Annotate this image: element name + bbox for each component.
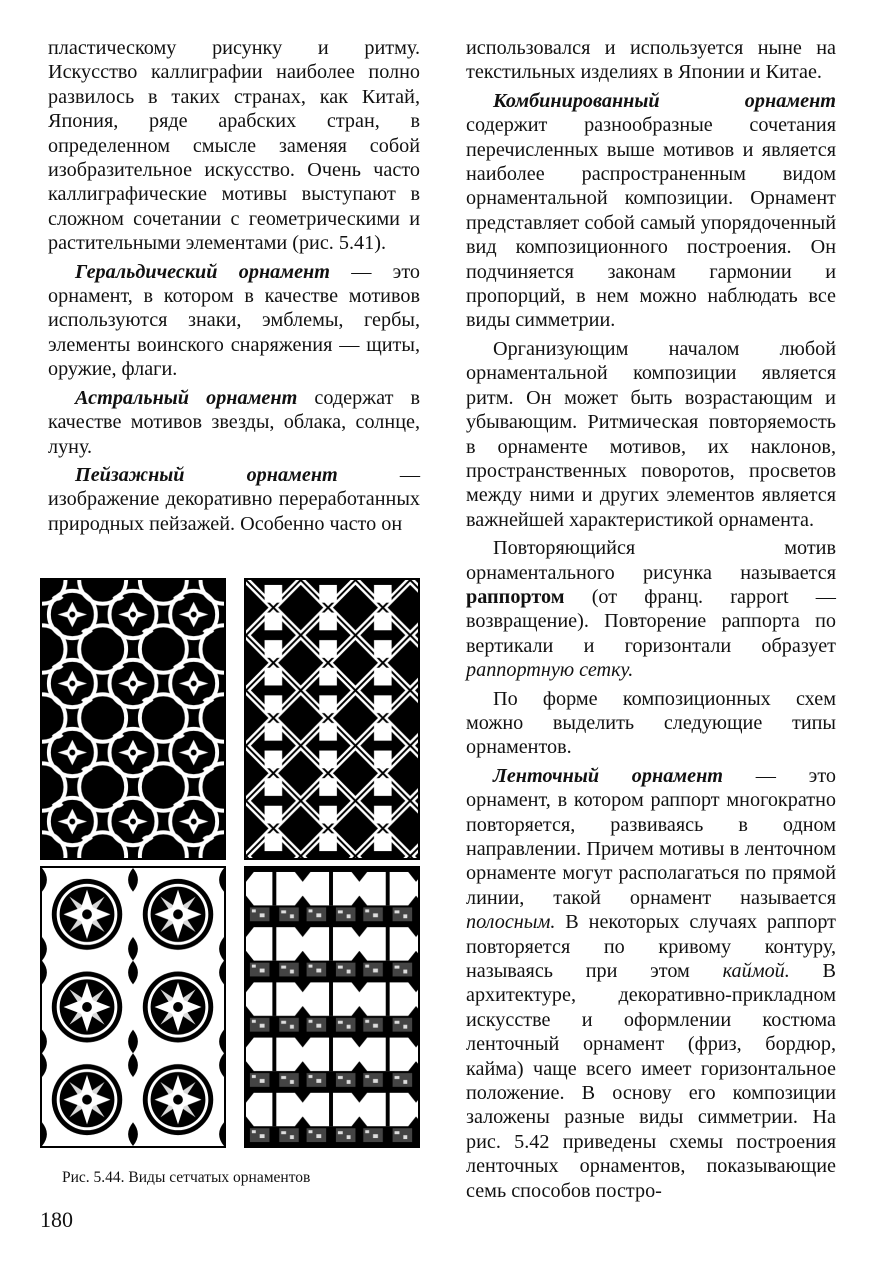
- figure-caption: Рис. 5.44. Виды сетчатых орнаментов: [62, 1169, 311, 1186]
- figure-mesh-ornaments: [40, 578, 414, 1146]
- term-rapport: раппортом: [466, 585, 565, 608]
- diamond-lattice-ornament-image: [244, 578, 420, 860]
- paragraph-ribbon: Ленточный орнамент — это орнамент, в котором раппорт многократно повторяется, развиваясь в одном направлении. Причем мотивы в ленточном орнаменте могут располагаться по прямой линии, такой орнамент называется полосным. В некоторых случаях раппорт повторяется по кривому контуру, называясь при этом каймой. В архитектуре, декоративно-прикладном искусстве и оформлении костюма ленточный орнамент (фриз, бордюр, кайма) чаще всего имеет горизонтальное положение. В основу его композиции заложены разные виды симметрии. На рис. 5.42 приведены схемы построения ленточных орнаментов, показывающие семь способов постро-: [466, 764, 837, 1202]
- paragraph-heraldic: Геральдический орнамент — это орнамент, в котором в качестве мотивов используются знаки, эмблемы, гербы, элементы воинского снаряжения — щиты, оружие, флаги.: [48, 260, 420, 381]
- paragraph-continuation: использовался и используется ныне на текстильных изделиях в Японии и Китае.: [466, 37, 836, 84]
- term-strip: полосным.: [466, 911, 556, 934]
- term-rapport-grid: раппортную сетку.: [466, 659, 634, 682]
- left-text-column: [48, 36, 420, 540]
- paragraph-rapport: Повторяющийся мотив орнаментального рисунка называется раппортом (от франц. rapport — возвращение). Повторение раппорта по вертикали и горизонтали образует раппортную сетку.: [466, 537, 836, 682]
- hexagon-ornament-image: [244, 866, 420, 1148]
- term-landscape: Пейзажный орнамент: [75, 463, 338, 486]
- right-text-column: [466, 36, 836, 1207]
- term-border: каймой.: [722, 960, 790, 983]
- floral-ornament-image: [40, 578, 226, 860]
- paragraph-astral: Астральный орнамент содержат в качестве мотивов звезды, облака, солнце, луну.: [48, 386, 420, 458]
- paragraph-calligraphy: пластическому рисунку и ритму. Искусство каллиграфии наиболее полно развилось в таких странах, как Китай, Япония, ряде арабских стран, в определенном смысле заменяя собой изобразительное искусство. Очень часто каллиграфические мотивы выступают в сложном сочетании с геометрическими и растительными элементами (рис. 5.41).: [48, 37, 420, 255]
- paragraph-types: По форме композиционных схем можно выделить следующие типы орнаментов.: [466, 687, 836, 759]
- term-combined: Комбинированный орнамент: [493, 89, 836, 112]
- paragraph-combined: Комбинированный орнамент содержит разнообразные сочетания перечисленных выше мотивов и является наиболее распространенным видом орнаментальной композиции. Орнамент представляет собой самый упорядоченный вид композиционного построения. Он подчиняется законам гармонии и пропорций, в нем можно наблюдать все виды симметрии.: [466, 89, 836, 332]
- page-number: 180: [40, 1207, 73, 1232]
- term-heraldic: Геральдический орнамент: [75, 260, 330, 283]
- rosette-ornament-image: [40, 866, 226, 1148]
- paragraph-rhythm: Организующим началом любой орнаментальной композиции является ритм. Он может быть возрастающим и убывающим. Ритмическая повторяемость в орнаменте мотивов, их наклонов, пространственных поворотов, просветов между ними и других элементов является важнейшей характеристикой орнамента.: [466, 337, 836, 531]
- term-ribbon: Ленточный орнамент: [493, 764, 723, 787]
- paragraph-landscape: Пейзажный орнамент — изображение декоративно переработанных природных пейзажей. Особенно часто он: [48, 463, 420, 535]
- term-astral: Астральный орнамент: [75, 386, 298, 409]
